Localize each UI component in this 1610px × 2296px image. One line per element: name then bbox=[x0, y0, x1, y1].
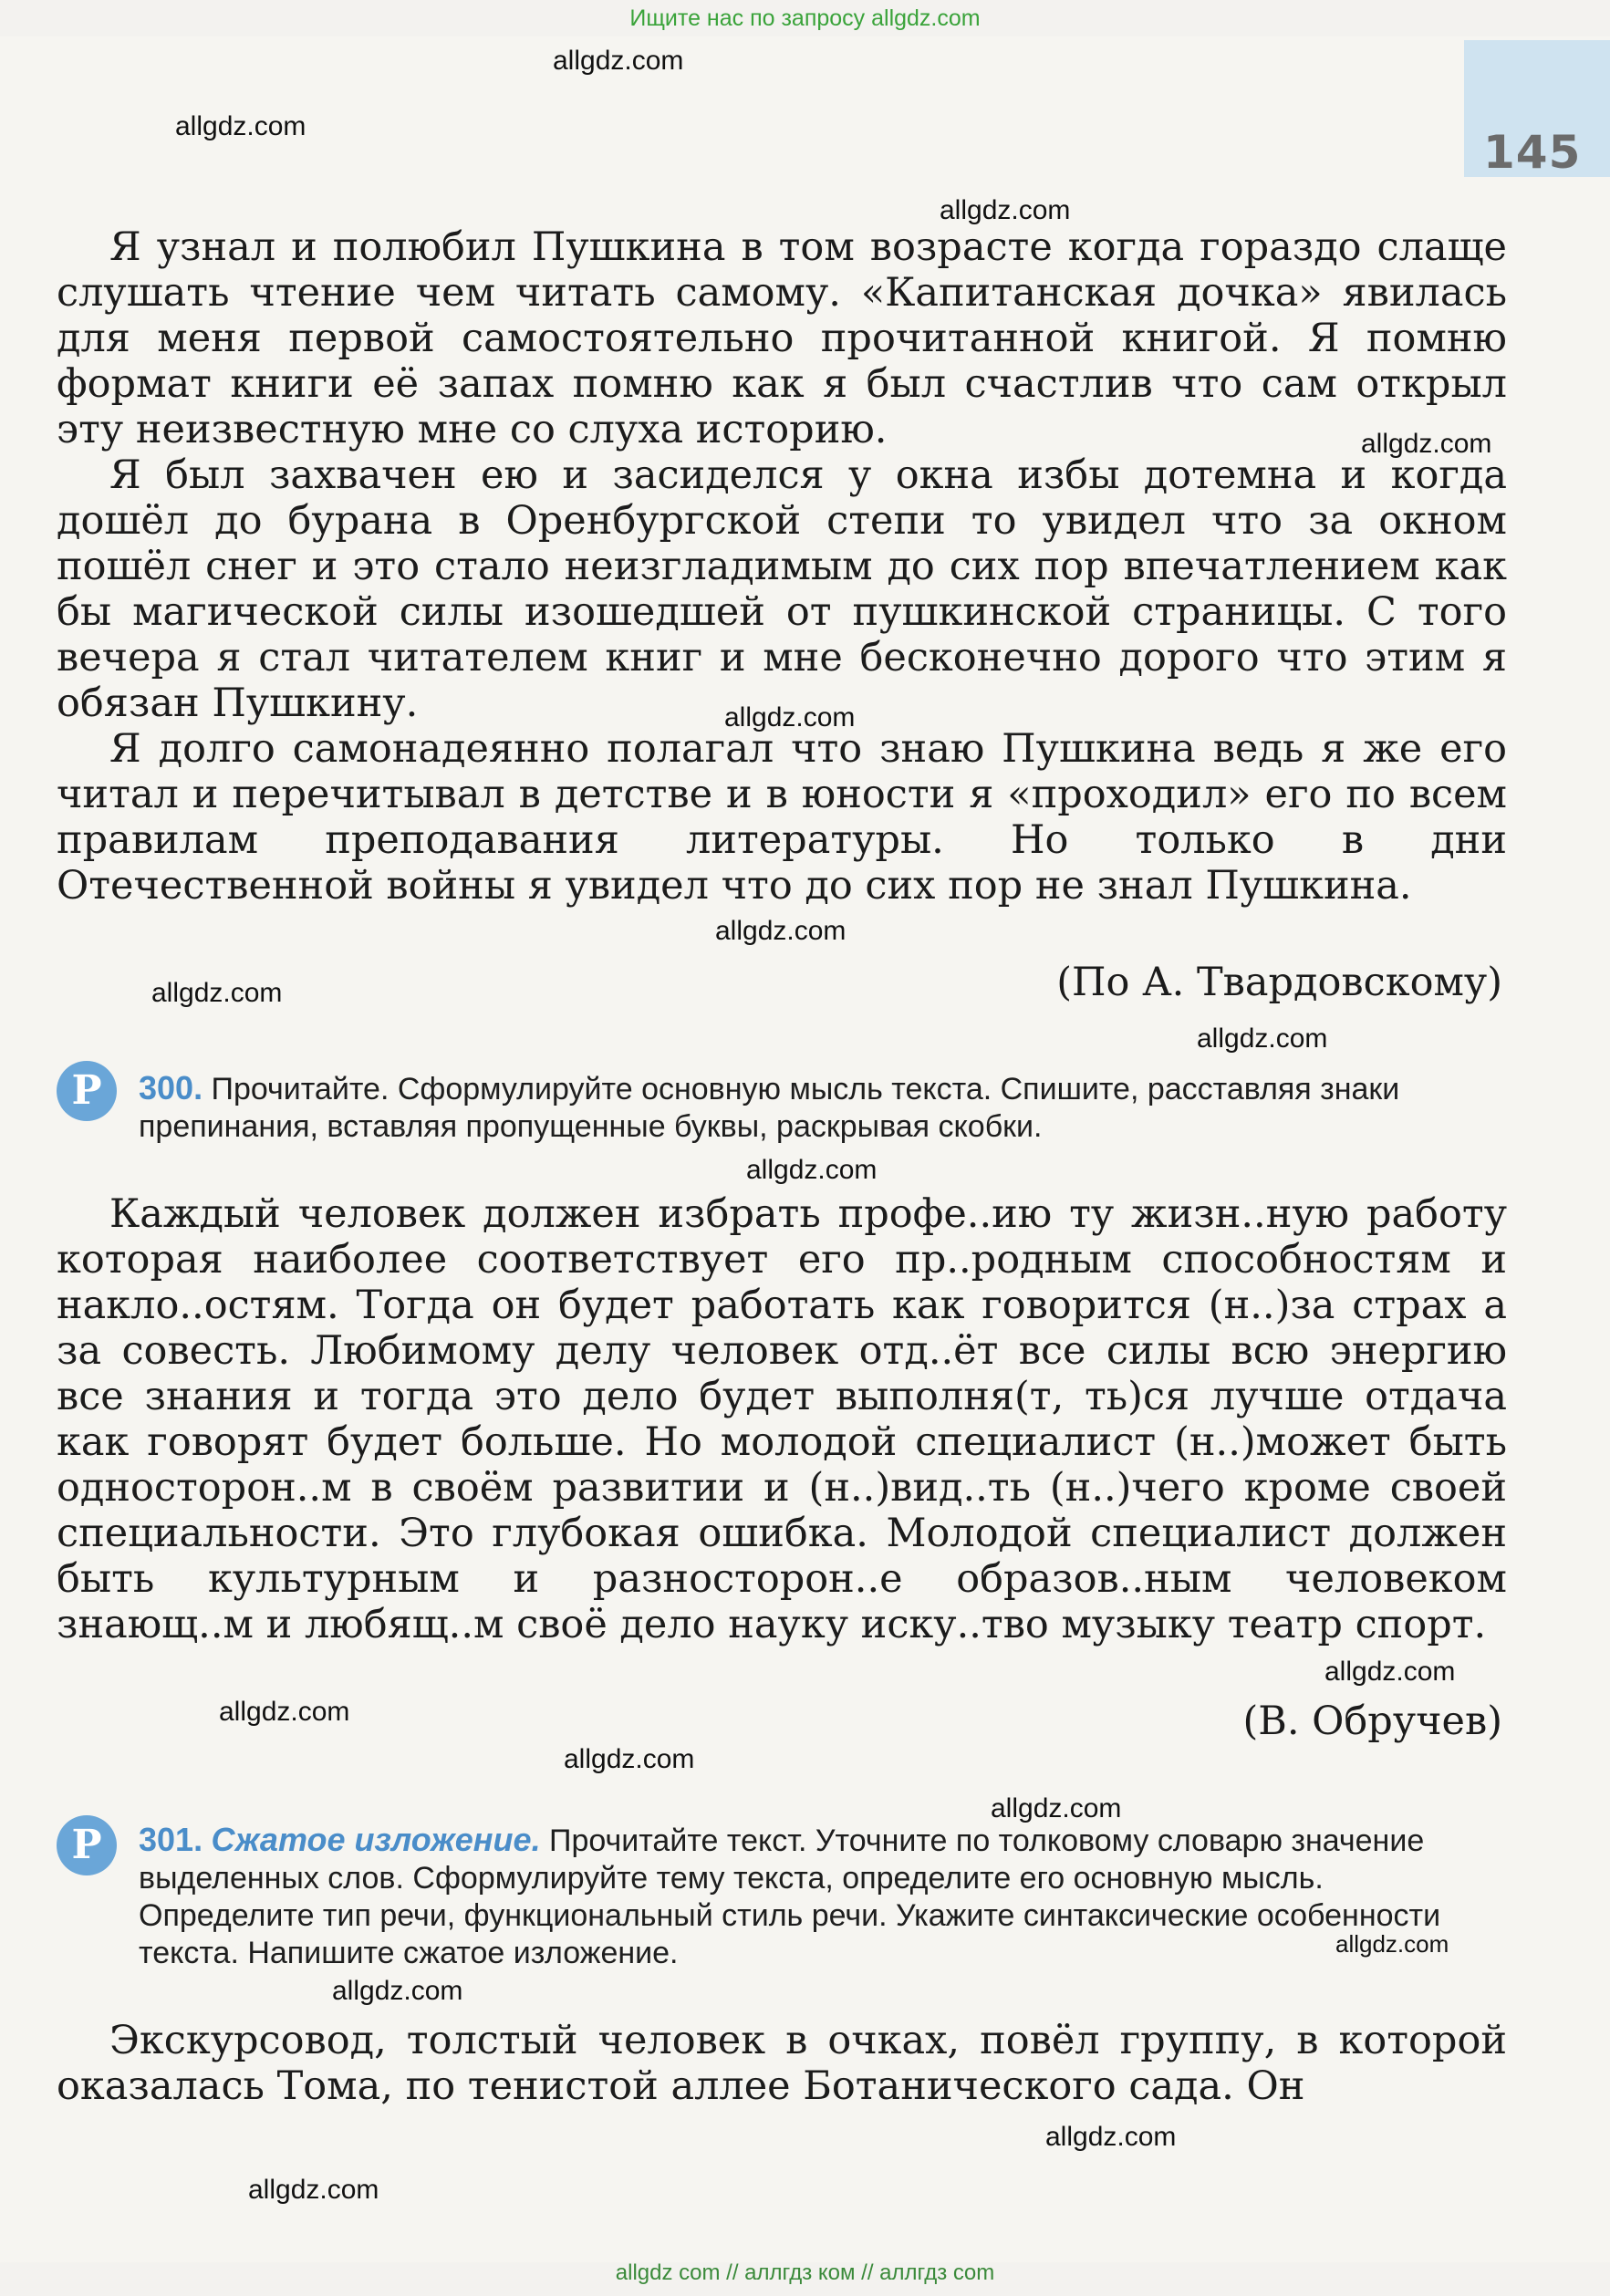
watermark: allgdz.com bbox=[553, 46, 684, 76]
passage-2 bbox=[57, 1191, 1507, 1647]
watermark: allgdz.com bbox=[1197, 1023, 1328, 1054]
passage-3 bbox=[57, 2018, 1507, 2109]
task-300-instructions: Прочитайте. Сформулируйте основную мысль текста. Спишите, расставляя знаки препинания, вставляя пропущенные буквы, раскрывая скобки. bbox=[139, 1072, 1400, 1144]
task-301 bbox=[55, 1821, 1507, 1972]
passage-1-paragraph: Я узнал и полюбил Пушкина в том возрасте когда гораздо слаще слушать чтение чем читать самому. «Капитанская дочка» явилась для меня первой самостоятельно прочитанной книгой. Я помню формат книги её запах помню как я был счастлив что сам открыл эту неизвестную мне со слуха историю. bbox=[57, 224, 1507, 452]
watermark: allgdz.com bbox=[940, 195, 1071, 225]
task-300-number: 300. bbox=[139, 1069, 203, 1106]
passage-3-paragraph: Экскурсовод, толстый человек в очках, повёл группу, в которой оказалась Тома, по тенистой аллее Ботанического сада. Он bbox=[57, 2018, 1507, 2109]
top-banner: Ищите нас по запросу allgdz.com bbox=[629, 5, 981, 31]
watermark: allgdz.com bbox=[715, 916, 847, 946]
watermark: allgdz.com bbox=[1335, 1930, 1449, 1958]
watermark: allgdz.com bbox=[1361, 429, 1492, 459]
task-301-instructions: Прочитайте текст. Уточните по толковому словарю значение выделенных слов. Сформулируйте тему текста, определите его основную мысль. Определите тип речи, функциональный стиль речи. Укажите синтаксические особенности текста. Напишите сжатое изложение. bbox=[139, 1823, 1441, 1970]
passage-1-paragraph: Я долго самонадеянно полагал что знаю Пушкина ведь я же его читал и перечитывал в детстве и в юности я «проходил» его по всем правилам преподавания литературы. Но только в дни Отечественной войны я увидел что до сих пор не знал Пушкина. bbox=[57, 726, 1507, 909]
watermark: allgdz.com bbox=[219, 1697, 350, 1727]
watermark: allgdz.com bbox=[1045, 2122, 1177, 2152]
task-301-title: Сжатое изложение. bbox=[211, 1821, 541, 1858]
task-300-badge: Р bbox=[57, 1061, 117, 1121]
passage-2-author: (В. Обручев) bbox=[1242, 1699, 1502, 1744]
watermark: allgdz.com bbox=[151, 978, 283, 1008]
passage-1-paragraph: Я был захвачен ею и засиделся у окна избы дотемна и когда дошёл до бурана в Оренбургской степи то увидел что за окном пошёл снег и это стало неизгладимым до сих пор впечатлением как бы магической силы изошедшей от пушкинской страницы. С того вечера я стал читателем книг и мне бесконечно дорого что этим я обязан Пушкину. bbox=[57, 452, 1507, 726]
watermark: allgdz.com bbox=[991, 1793, 1122, 1823]
watermark: allgdz.com bbox=[746, 1155, 878, 1185]
watermark: allgdz.com bbox=[248, 2175, 379, 2205]
page-number: 145 bbox=[1483, 126, 1582, 179]
watermark: allgdz.com bbox=[175, 111, 306, 141]
watermark: allgdz.com bbox=[332, 1976, 463, 2006]
task-301-badge: Р bbox=[57, 1815, 117, 1875]
passage-2-paragraph: Каждый человек должен избрать профе..ию ту жизн..ную работу которая наиболее соответствует его пр..родным способностям и накло..остям. Тогда он будет работать как говорится (н..)за страх а за совесть. Любимому делу человек отд..ёт все силы всю энергию все знания и тогда это дело будет выполня(т, ть)ся лучше отдача как говорят будет больше. Но молодой специалист (н..)может быть односторон..м в своём развитии и (н..)вид..ть (н..)чего кроме своей специальности. Это глубокая ошибка. Молодой специалист должен быть культурным и разносторон..е образов..ным человеком знающ..м и любящ..м своё дело науку иску..тво музыку театр спорт. bbox=[57, 1191, 1507, 1647]
passage-1-author: (По А. Твардовскому) bbox=[1056, 960, 1502, 1005]
task-301-number: 301. bbox=[139, 1821, 203, 1858]
footer-watermark: allgdz com // аллгдз ком // аллгдз com bbox=[615, 2260, 995, 2285]
watermark: allgdz.com bbox=[564, 1744, 695, 1774]
watermark: allgdz.com bbox=[1324, 1657, 1456, 1687]
watermark: allgdz.com bbox=[724, 702, 856, 732]
task-300 bbox=[55, 1069, 1507, 1146]
passage-1 bbox=[57, 224, 1507, 909]
